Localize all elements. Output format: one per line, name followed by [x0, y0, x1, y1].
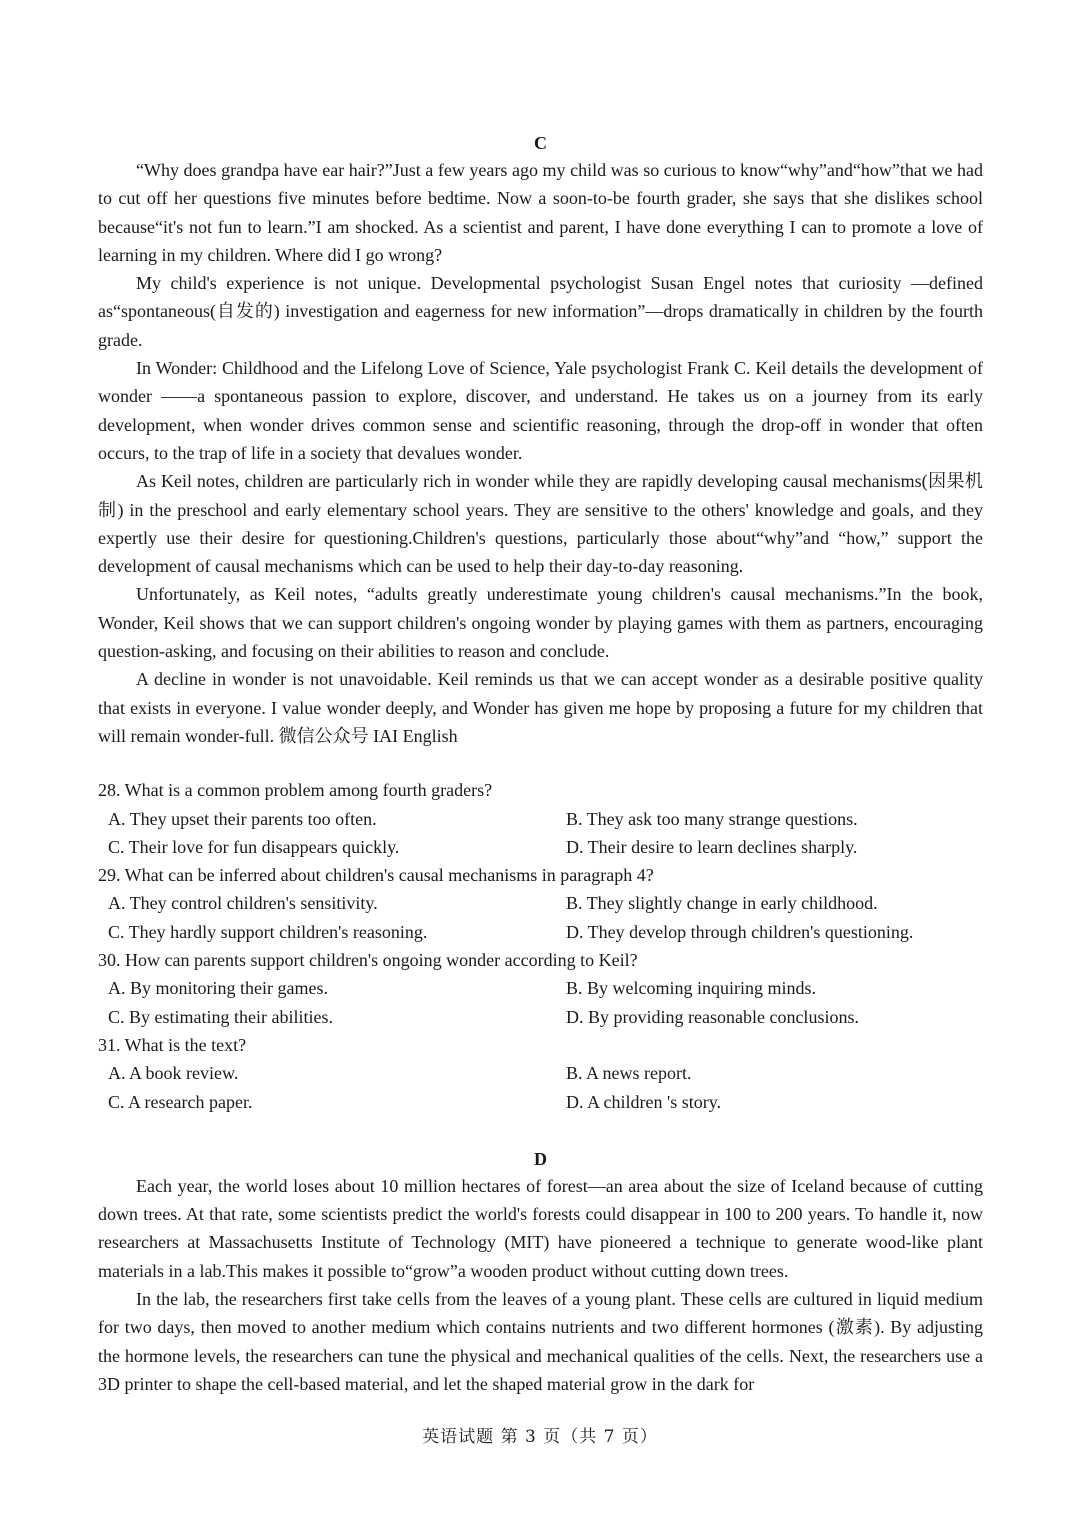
passage-c-paragraph-1: “Why does grandpa have ear hair?”Just a few years ago my child was so curious to know“why”and“how”that we had to cut off her questions five minutes before bedtime. Now a soon-to-be fourth grader, she says that she dislikes school because“it's not fun to learn.”I am shocked. As a scientist and parent, I have done everything I can to promote a love of learning in my children. Where did I go wrong?	[98, 160, 983, 265]
passage-c-paragraph-4: As Keil notes, children are particularly rich in wonder while they are rapidly developing causal mechanisms(因果机制) in the preschool and early elementary school years. They are sensitive to the others' knowledge and goals, and they expertly use their desire for questioning.Children's questions, particularly those about“why”and “how,” support the development of causal mechanisms which can be used to help their day-to-day reasoning.	[98, 471, 983, 577]
question-29	[98, 861, 983, 946]
question-stem: 28. What is a common problem among fourth graders?	[98, 780, 493, 801]
passage-d-paragraph-2: In the lab, the researchers first take cells from the leaves of a young plant. These cells are cultured in liquid medium for two days, then moved to another medium which contains nutrients and two different hormones (激素). By adjusting the hormone levels, the researchers can tune the physical and mechanical qualities of the cells. Next, the researchers use a 3D printer to shape the cell-based material, and let the shaped material grow in the dark for	[98, 1288, 983, 1394]
passage-c-paragraph-6: A decline in wonder is not unavoidable. Keil reminds us that we can accept wonder as a desirable positive quality that exists in everyone. I value wonder deeply, and Wonder has given me hope by proposing a future for my children that will remain wonder-full. 微信公众号 IAI English	[98, 669, 983, 746]
option-a: A. By monitoring their games.	[108, 978, 328, 999]
option-a: A. A book review.	[108, 1063, 239, 1084]
option-a: A. They upset their parents too often.	[108, 808, 377, 829]
option-b: B. By welcoming inquiring minds.	[566, 978, 816, 999]
answer-options	[98, 1059, 983, 1116]
question-stem: 31. What is the text?	[98, 1034, 247, 1055]
option-d: D. A children 's story.	[566, 1091, 722, 1112]
option-b: B. A news report.	[566, 1063, 692, 1084]
option-b: B. They slightly change in early childhood.	[566, 893, 878, 914]
question-stem: 30. How can parents support children's ongoing wonder according to Keil?	[98, 950, 638, 971]
answer-options	[98, 889, 983, 946]
option-d: D. Their desire to learn declines sharply.	[566, 836, 858, 857]
page-footer: 英语试题 第 3 页（共 7 页）	[422, 1427, 658, 1447]
passage-d-paragraph-1: Each year, the world loses about 10 million hectares of forest—an area about the size of Iceland because of cutting down trees. At that rate, some scientists predict the world's forests could disappear in 100 to 200 years. To handle it, now researchers at Massachusetts Institute of Technology (MIT) have pioneered a technique to generate wood-like plant materials in a lab.This makes it possible to“grow”a wooden product without cutting down trees.	[98, 1175, 983, 1281]
answer-options	[98, 974, 983, 1031]
option-d: D. They develop through children's questioning.	[566, 921, 914, 942]
question-28	[98, 776, 983, 861]
option-b: B. They ask too many strange questions.	[566, 808, 858, 829]
answer-options	[98, 805, 983, 862]
section-c-title: C	[534, 133, 547, 153]
question-30	[98, 946, 983, 1031]
passage-c-paragraph-3: In Wonder: Childhood and the Lifelong Love of Science, Yale psychologist Frank C. Keil details the development of wonder ——a spontaneous passion to explore, discover, and understand. He takes us on a journey from its early development, when wonder drives common sense and scientific reasoning, through the drop-off in wonder that often occurs, to the trap of life in a society that devalues wonder.	[98, 358, 983, 463]
question-stem: 29. What can be inferred about children's causal mechanisms in paragraph 4?	[98, 865, 654, 886]
option-a: A. They control children's sensitivity.	[108, 893, 378, 914]
passage-c-paragraph-2: My child's experience is not unique. Developmental psychologist Susan Engel notes that curiosity —defined as“spontaneous(自发的) investigation and eagerness for new information”—drops dramatically in children by the fourth grade.	[98, 273, 983, 350]
option-c: C. Their love for fun disappears quickly.	[108, 836, 400, 857]
question-31	[98, 1031, 983, 1116]
passage-c-paragraph-5: Unfortunately, as Keil notes, “adults greatly underestimate young children's causal mechanisms.”In the book, Wonder, Keil shows that we can support children's ongoing wonder by playing games with them as partners, encouraging question-asking, and focusing on their abilities to reason and conclude.	[98, 584, 983, 662]
option-c: C. They hardly support children's reasoning.	[108, 921, 428, 942]
section-d-title: D	[534, 1148, 547, 1169]
option-d: D. By providing reasonable conclusions.	[566, 1006, 859, 1027]
option-c: C. By estimating their abilities.	[108, 1006, 333, 1027]
exam-page	[98, 130, 983, 1398]
option-c: C. A research paper.	[108, 1091, 253, 1112]
